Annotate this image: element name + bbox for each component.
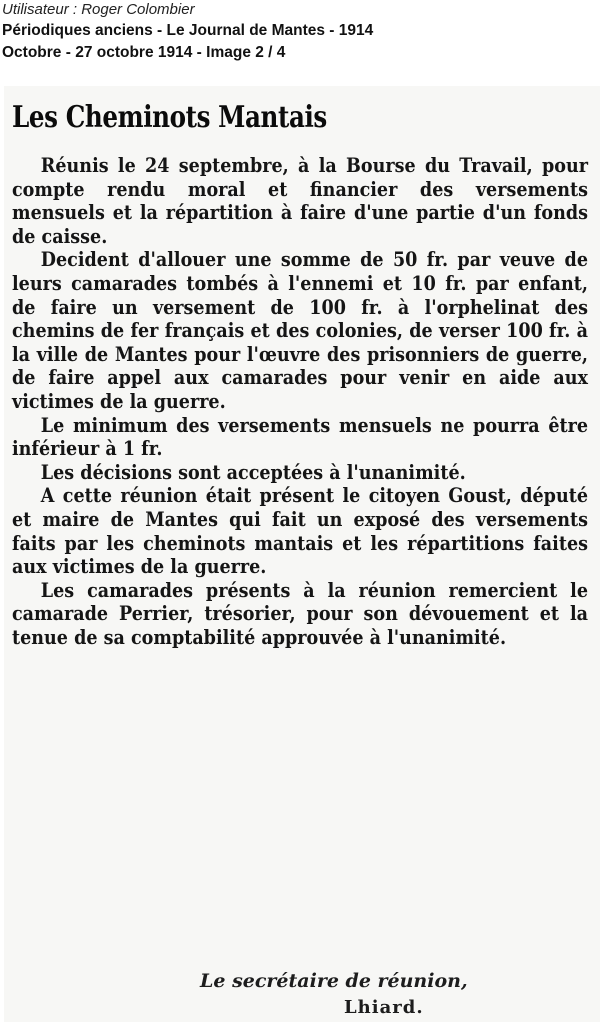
page-header bbox=[2, 0, 602, 64]
publication-title: Périodiques anciens - Le Journal de Mantes - 1914 bbox=[2, 22, 374, 39]
article-paragraph: A cette réunion était présent le citoyen Goust, député et maire de Mantes qui fait un exposé des versements faits par les cheminots mantais et les répartitions faites aux victimes de la guerre. bbox=[12, 484, 589, 579]
newspaper-clipping-image bbox=[4, 86, 600, 1022]
article-title: Les Cheminots Mantais bbox=[12, 100, 327, 135]
article-paragraph: Le minimum des versements mensuels ne pourra être inférieur à 1 fr. bbox=[12, 413, 589, 461]
article-paragraph: Decident d'allouer une somme de 50 fr. par veuve de leurs camarades tombés à l'ennemi et 10 fr. par enfant, de faire un versement de 100 fr. à l'orphelinat des chemins de fer français et des colonies, de verser 100 fr. à la ville de Mantes pour l'œuvre des prisonniers de guerre, de faire appel aux camarades pour venir en aide aux victimes de la guerre. bbox=[12, 248, 589, 413]
article-paragraph: Les camarades présents à la réunion remercient le camarade Perrier, trésorier, pour son dévouement et la tenue de sa comptabilité approuvée à l'unanimité. bbox=[12, 578, 589, 649]
article-body bbox=[12, 154, 588, 649]
article-paragraph: Réunis le 24 septembre, à la Bourse du Travail, pour compte rendu moral et financier des versements mensuels et la répartition à faire d'une partie d'un fonds de caisse. bbox=[12, 154, 589, 248]
article-signer: Lhiard. bbox=[344, 997, 424, 1018]
user-label: Utilisateur : Roger Colombier bbox=[2, 1, 195, 18]
article-signature: Le secrétaire de réunion, bbox=[200, 970, 468, 992]
article-paragraph: Les décisions sont acceptées à l'unanimité. bbox=[40, 460, 466, 484]
issue-info: Octobre - 27 octobre 1914 - Image 2 / 4 bbox=[2, 44, 286, 61]
